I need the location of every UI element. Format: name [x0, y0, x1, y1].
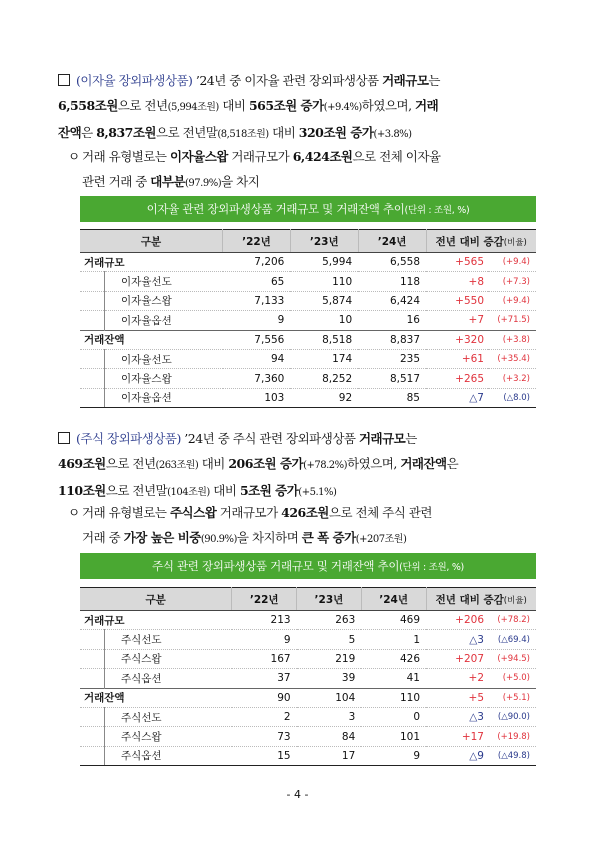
- header-change: [426, 230, 536, 253]
- value-2022-cell: 7,206: [223, 253, 291, 272]
- change-ratio-cell: (△69.4): [488, 630, 536, 649]
- text-bold: 거래규모: [358, 431, 406, 446]
- value-2024-cell: 16: [358, 311, 426, 330]
- text: ’24년 중 주식 관련 장외파생상품: [180, 431, 359, 446]
- text-small: (+9.4%): [323, 102, 362, 113]
- subcategory-cell: 이자율선도: [105, 349, 223, 368]
- text: ’24년 중 이자율 관련 장외파생상품: [192, 73, 383, 88]
- header-2023: ’23년: [297, 588, 362, 611]
- text: 은: [446, 456, 459, 471]
- text: 거래 유형별로는: [82, 149, 170, 164]
- text-small: (5,994조원): [167, 102, 219, 113]
- change-ratio-cell: (△8.0): [488, 388, 536, 407]
- bullet-line: [68, 144, 542, 169]
- summary-line: [58, 451, 542, 478]
- spacer-cell: [80, 272, 105, 291]
- value-2022-cell: 213: [232, 611, 297, 630]
- value-2022-cell: 7,133: [223, 291, 291, 310]
- change-cell: +550: [426, 291, 488, 310]
- value-2023-cell: 17: [297, 746, 362, 765]
- text-bold: 5조원 증가: [239, 483, 299, 498]
- value-2024-cell: 85: [358, 388, 426, 407]
- text: 은: [81, 125, 97, 140]
- text: 을 차지하며: [236, 530, 302, 545]
- change-cell: △3: [426, 630, 488, 649]
- subcategory-cell: 이자율옵션: [105, 388, 223, 407]
- change-cell: △7: [426, 388, 488, 407]
- value-2023-cell: 84: [297, 727, 362, 746]
- value-2023-cell: 219: [297, 649, 362, 668]
- table-row: [80, 669, 536, 688]
- header-change-text: 전년 대비 증감: [435, 593, 504, 606]
- text: 으로 전체 이자율: [352, 149, 441, 164]
- value-2023-cell: 5,994: [290, 253, 358, 272]
- table-row: [80, 253, 536, 272]
- summary-line: [58, 68, 542, 93]
- subcategory-cell: 이자율선도: [105, 272, 223, 291]
- change-cell: +2: [426, 669, 488, 688]
- value-2024-cell: 8,837: [358, 330, 426, 349]
- text: 거래규모가: [216, 505, 282, 520]
- value-2023-cell: 3: [297, 707, 362, 726]
- table-row: [80, 746, 536, 765]
- change-cell: +320: [426, 330, 488, 349]
- table-interest-rate: [80, 229, 536, 408]
- value-2024-cell: 110: [361, 688, 426, 707]
- text-bold: 6,424조원: [292, 149, 353, 164]
- value-2023-cell: 263: [297, 611, 362, 630]
- bullet-icon: ㅇ: [68, 505, 80, 520]
- value-2024-cell: 101: [361, 727, 426, 746]
- change-ratio-cell: (+94.5): [488, 649, 536, 668]
- table-title-equity: [80, 553, 536, 579]
- text-bold: 가장 높은 비중: [123, 530, 201, 545]
- change-cell: +265: [426, 369, 488, 388]
- text-small: (104조원): [167, 487, 210, 498]
- text: 하였으며,: [347, 456, 401, 471]
- checkbox-square-icon: [58, 74, 70, 86]
- value-2022-cell: 167: [232, 649, 297, 668]
- change-ratio-cell: (+9.4): [488, 253, 536, 272]
- text-bold: 이자율스왑: [169, 149, 228, 164]
- table-unit: (단위 : 조원, %): [399, 562, 464, 573]
- value-2022-cell: 65: [223, 272, 291, 291]
- table-row: [80, 649, 536, 668]
- section-equity-summary: [58, 426, 542, 505]
- value-2024-cell: 1: [361, 630, 426, 649]
- summary-line: [58, 93, 542, 120]
- value-2022-cell: 37: [232, 669, 297, 688]
- summary-line: [58, 426, 542, 451]
- value-2023-cell: 5,874: [290, 291, 358, 310]
- category-cell: 거래규모: [80, 253, 223, 272]
- text: 거래규모가: [227, 149, 293, 164]
- text-bold: 469조원: [58, 456, 106, 471]
- text: 으로 전년말: [105, 483, 168, 498]
- table-row: [80, 311, 536, 330]
- change-cell: △3: [426, 707, 488, 726]
- table-row: [80, 688, 536, 707]
- value-2022-cell: 9: [223, 311, 291, 330]
- value-2023-cell: 92: [290, 388, 358, 407]
- subcategory-cell: 이자율옵션: [105, 311, 223, 330]
- page-number: - 4 -: [286, 788, 309, 801]
- section-interest-rate-summary: [58, 68, 542, 147]
- category-cell: 거래잔액: [80, 330, 223, 349]
- text-small: (+5.1%): [298, 487, 337, 498]
- table-row: [80, 349, 536, 368]
- change-ratio-cell: (+19.8): [488, 727, 536, 746]
- value-2022-cell: 9: [232, 630, 297, 649]
- text-bold: 565조원 증가: [248, 98, 324, 113]
- change-cell: +206: [426, 611, 488, 630]
- value-2022-cell: 15: [232, 746, 297, 765]
- value-2024-cell: 0: [361, 707, 426, 726]
- header-change-text: 전년 대비 증감: [435, 235, 504, 248]
- change-ratio-cell: (△90.0): [488, 707, 536, 726]
- text: 대비: [198, 456, 229, 471]
- change-ratio-cell: (+5.1): [488, 688, 536, 707]
- spacer-cell: [80, 388, 105, 407]
- text: 으로 전년: [105, 456, 156, 471]
- text-bold: 426조원: [281, 505, 329, 520]
- change-ratio-cell: (+78.2): [488, 611, 536, 630]
- text: 으로 전년말: [156, 125, 218, 140]
- value-2022-cell: 7,360: [223, 369, 291, 388]
- text-bold: 320조원 증가: [298, 125, 374, 140]
- table-title-text: 주식 관련 장외파생상품 거래규모 및 거래잔액 추이: [152, 559, 400, 573]
- change-cell: +565: [426, 253, 488, 272]
- summary-line: [58, 120, 542, 147]
- value-2023-cell: 5: [297, 630, 362, 649]
- text: 거래 유형별로는: [82, 505, 170, 520]
- value-2024-cell: 41: [361, 669, 426, 688]
- header-2022: ’22년: [223, 230, 291, 253]
- table-row: [80, 707, 536, 726]
- text: 대비: [268, 125, 299, 140]
- value-2022-cell: 94: [223, 349, 291, 368]
- text-small: (90.9%): [200, 534, 237, 545]
- text: 관련 거래 중: [82, 174, 151, 189]
- text: 는: [428, 73, 440, 88]
- header-change-ratio: (비율): [503, 595, 527, 606]
- text: 거래 중: [82, 530, 124, 545]
- text-bold: 큰 폭 증가: [301, 530, 356, 545]
- table-title-interest-rate: [80, 196, 536, 222]
- table-row: [80, 630, 536, 649]
- value-2022-cell: 103: [223, 388, 291, 407]
- change-ratio-cell: (+3.2): [488, 369, 536, 388]
- change-cell: △9: [426, 746, 488, 765]
- value-2023-cell: 10: [290, 311, 358, 330]
- subcategory-cell: 이자율스왑: [105, 291, 223, 310]
- spacer-cell: [80, 311, 105, 330]
- text-bold: 110조원: [58, 483, 106, 498]
- header-category: 구분: [80, 230, 223, 253]
- header-2024: ’24년: [358, 230, 426, 253]
- table-equity: [80, 587, 536, 766]
- bullet-line: [68, 500, 542, 525]
- value-2024-cell: 6,424: [358, 291, 426, 310]
- value-2022-cell: 2: [232, 707, 297, 726]
- change-ratio-cell: (+35.4): [488, 349, 536, 368]
- text: 으로 전체 주식 관련: [328, 505, 432, 520]
- section-label: (이자율 장외파생상품): [76, 73, 193, 88]
- subcategory-cell: 주식옵션: [105, 669, 232, 688]
- table-row: [80, 388, 536, 407]
- text: 대비: [218, 98, 249, 113]
- change-ratio-cell: (+9.4): [488, 291, 536, 310]
- header-change-ratio: (비율): [503, 237, 527, 248]
- section-label: (주식 장외파생상품): [76, 431, 181, 446]
- text-small: (263조원): [155, 460, 199, 471]
- subcategory-cell: 주식선도: [105, 707, 232, 726]
- text-bold: 거래규모: [382, 73, 429, 88]
- table-row: [80, 272, 536, 291]
- text: 하였으며,: [361, 98, 416, 113]
- text-bold: 거래: [415, 98, 439, 113]
- header-2022: ’22년: [232, 588, 297, 611]
- change-cell: +61: [426, 349, 488, 368]
- table-row: [80, 369, 536, 388]
- value-2024-cell: 469: [361, 611, 426, 630]
- change-ratio-cell: (+3.8): [488, 330, 536, 349]
- bullet-line: [68, 169, 542, 196]
- header-2023: ’23년: [290, 230, 358, 253]
- checkbox-square-icon: [58, 432, 70, 444]
- value-2022-cell: 7,556: [223, 330, 291, 349]
- change-cell: +5: [426, 688, 488, 707]
- bullet-line: [68, 525, 542, 552]
- change-cell: +207: [426, 649, 488, 668]
- spacer-cell: [80, 707, 105, 726]
- text-small: (8,518조원): [217, 129, 269, 140]
- text: 으로 전년: [117, 98, 168, 113]
- text-bold: 6,558조원: [58, 98, 118, 113]
- text-bold: 잔액: [58, 125, 82, 140]
- spacer-cell: [80, 291, 105, 310]
- spacer-cell: [80, 349, 105, 368]
- subcategory-cell: 주식스왑: [105, 727, 232, 746]
- text-bold: 8,837조원: [96, 125, 157, 140]
- value-2023-cell: 104: [297, 688, 362, 707]
- spacer-cell: [80, 630, 105, 649]
- subcategory-cell: 주식옵션: [105, 746, 232, 765]
- value-2023-cell: 174: [290, 349, 358, 368]
- change-ratio-cell: (+5.0): [488, 669, 536, 688]
- subcategory-cell: 이자율스왑: [105, 369, 223, 388]
- text-small: (+207조원): [355, 534, 407, 545]
- header-category: 구분: [80, 588, 232, 611]
- value-2022-cell: 90: [232, 688, 297, 707]
- text-small: (97.9%): [185, 178, 222, 189]
- table-title-text: 이자율 관련 장외파생상품 거래규모 및 거래잔액 추이: [146, 202, 405, 216]
- spacer-cell: [80, 369, 105, 388]
- text: 을 차지: [221, 174, 260, 189]
- category-cell: 거래잔액: [80, 688, 232, 707]
- table-row: [80, 291, 536, 310]
- value-2024-cell: 9: [361, 746, 426, 765]
- value-2023-cell: 110: [290, 272, 358, 291]
- text: 는: [405, 431, 417, 446]
- change-ratio-cell: (+7.3): [488, 272, 536, 291]
- bullet-icon: ㅇ: [68, 149, 80, 164]
- bullet-equity: [68, 500, 542, 552]
- category-cell: 거래규모: [80, 611, 232, 630]
- value-2024-cell: 8,517: [358, 369, 426, 388]
- table-row: [80, 611, 536, 630]
- spacer-cell: [80, 746, 105, 765]
- subcategory-cell: 주식선도: [105, 630, 232, 649]
- change-ratio-cell: (△49.8): [488, 746, 536, 765]
- text-bold: 206조원 증가: [228, 456, 304, 471]
- header-2024: ’24년: [361, 588, 426, 611]
- change-cell: +8: [426, 272, 488, 291]
- spacer-cell: [80, 727, 105, 746]
- text-small: (+3.8%): [373, 129, 412, 140]
- value-2024-cell: 235: [358, 349, 426, 368]
- text-bold: 주식스왑: [169, 505, 217, 520]
- text-bold: 거래잔액: [400, 456, 447, 471]
- text-bold: 대부분: [150, 174, 186, 189]
- value-2024-cell: 426: [361, 649, 426, 668]
- spacer-cell: [80, 649, 105, 668]
- value-2024-cell: 6,558: [358, 253, 426, 272]
- text-small: (+78.2%): [303, 460, 348, 471]
- value-2023-cell: 39: [297, 669, 362, 688]
- table-row: [80, 330, 536, 349]
- change-cell: +17: [426, 727, 488, 746]
- value-2023-cell: 8,252: [290, 369, 358, 388]
- value-2024-cell: 118: [358, 272, 426, 291]
- change-ratio-cell: (+71.5): [488, 311, 536, 330]
- bullet-interest-rate: [68, 144, 542, 196]
- text: 대비: [209, 483, 240, 498]
- change-cell: +7: [426, 311, 488, 330]
- spacer-cell: [80, 669, 105, 688]
- header-change: [426, 588, 536, 611]
- value-2023-cell: 8,518: [290, 330, 358, 349]
- value-2022-cell: 73: [232, 727, 297, 746]
- subcategory-cell: 주식스왑: [105, 649, 232, 668]
- table-unit: (단위 : 조원, %): [404, 205, 470, 216]
- table-row: [80, 727, 536, 746]
